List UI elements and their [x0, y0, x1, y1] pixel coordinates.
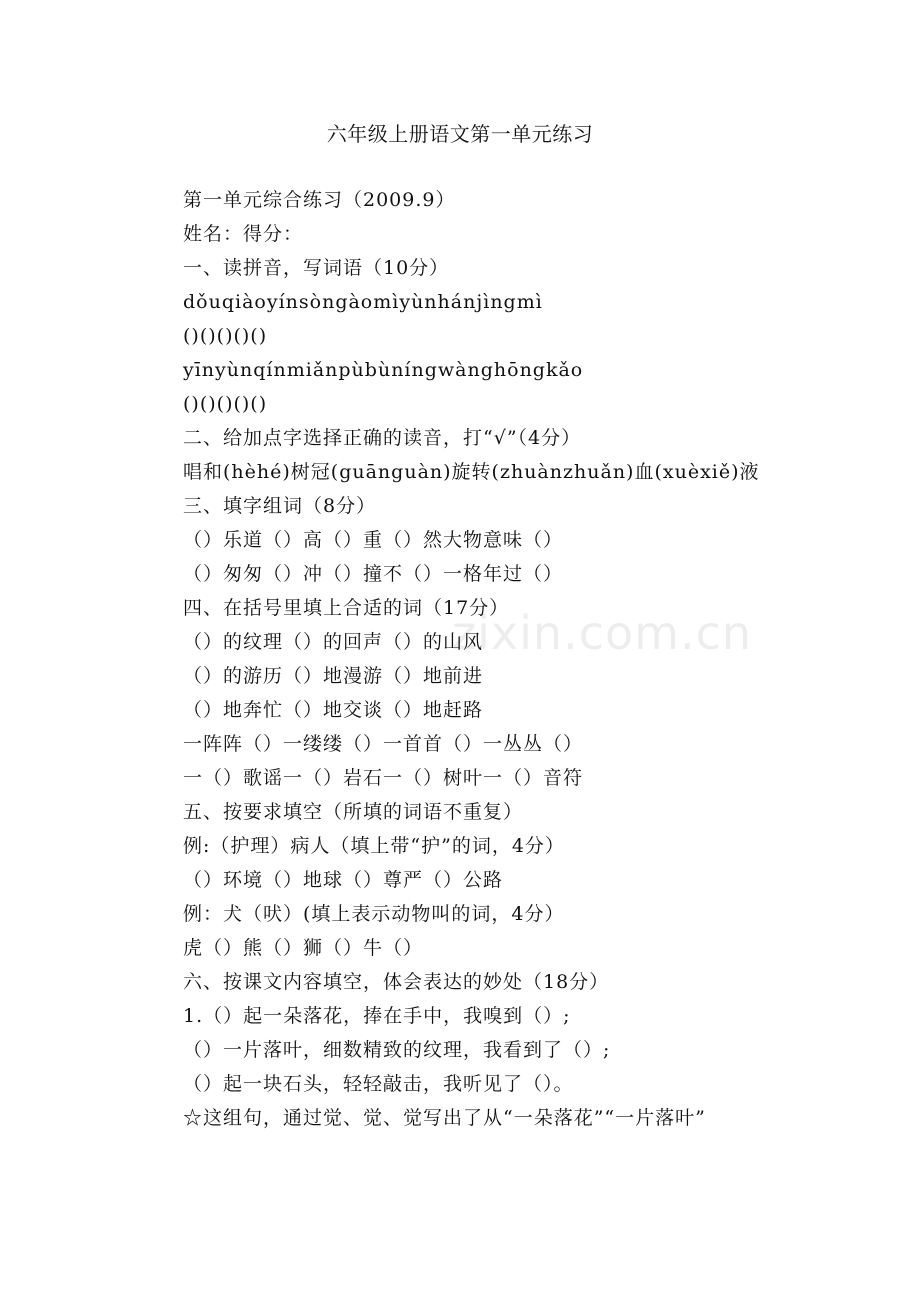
document-body: [143, 183, 793, 1135]
question-line: （）一片落叶，细数精致的纹理，我看到了（）;: [183, 1039, 611, 1061]
question-line: 唱和(hèhé)树冠(guānguàn)旋转(zhuànzhuǎn)血(xuèxiě)液: [183, 461, 760, 483]
question-line: 虎（）熊（）狮（）牛（）: [183, 937, 424, 959]
blank-line: ()()()()(): [183, 393, 268, 415]
pinyin-line: yīnyùnqínmiǎnpùbùníngwànghōngkǎo: [183, 359, 584, 381]
question-line: （）匆匆（）冲（）撞不（）一格年过（）: [183, 563, 564, 585]
question-line: 一（）歌谣一（）岩石一（）树叶一（）音符: [183, 767, 584, 789]
subtitle: 第一单元综合练习（2009.9）: [183, 189, 456, 211]
question-line: （）的游历（）地漫游（）地前进: [183, 665, 484, 687]
example-line: 例：犬（吠）(填上表示动物叫的词，4分）: [183, 903, 565, 925]
question-line: （）起一块石头，轻轻敲击，我听见了（）。: [183, 1073, 574, 1095]
section-heading: 六、按课文内容填空，体会表达的妙处（18分）: [183, 971, 610, 993]
question-line: 1.（）起一朵落花，捧在手中，我嗅到（）;: [183, 1005, 571, 1027]
name-score-line: 姓名：得分：: [183, 223, 304, 245]
question-line: （）的纹理（）的回声（）的山风: [183, 631, 484, 653]
page-title: 六年级上册语文第一单元练习: [326, 122, 594, 146]
section-heading: 一、读拼音，写词语（10分）: [183, 257, 450, 279]
section-heading: 四、在括号里填上合适的词（17分）: [183, 597, 510, 619]
question-line: 一阵阵（）一缕缕（）一首首（）一丛丛（）: [183, 733, 584, 755]
question-line: （）乐道（）高（）重（）然大物意味（）: [183, 529, 564, 551]
question-line: （）环境（）地球（）尊严（）公路: [183, 869, 504, 891]
question-line: ☆这组句，通过觉、觉、觉写出了从“一朵落花”“一片落叶”: [183, 1107, 706, 1129]
example-line: 例:（护理）病人（填上带“护”的词，4分）: [183, 835, 565, 857]
pinyin-line: dǒuqiàoyínsòngàomìyùnhánjìngmì: [183, 291, 543, 313]
section-heading: 五、按要求填空（所填的词语不重复）: [183, 801, 524, 823]
watermark: zixin.com.cn: [452, 606, 753, 660]
section-heading: 三、填字组词（8分）: [183, 495, 377, 517]
blank-line: ()()()()(): [183, 325, 268, 347]
section-heading: 二、给加点字选择正确的读音，打“√”（4分）: [183, 427, 582, 449]
question-line: （）地奔忙（）地交谈（）地赶路: [183, 699, 484, 721]
